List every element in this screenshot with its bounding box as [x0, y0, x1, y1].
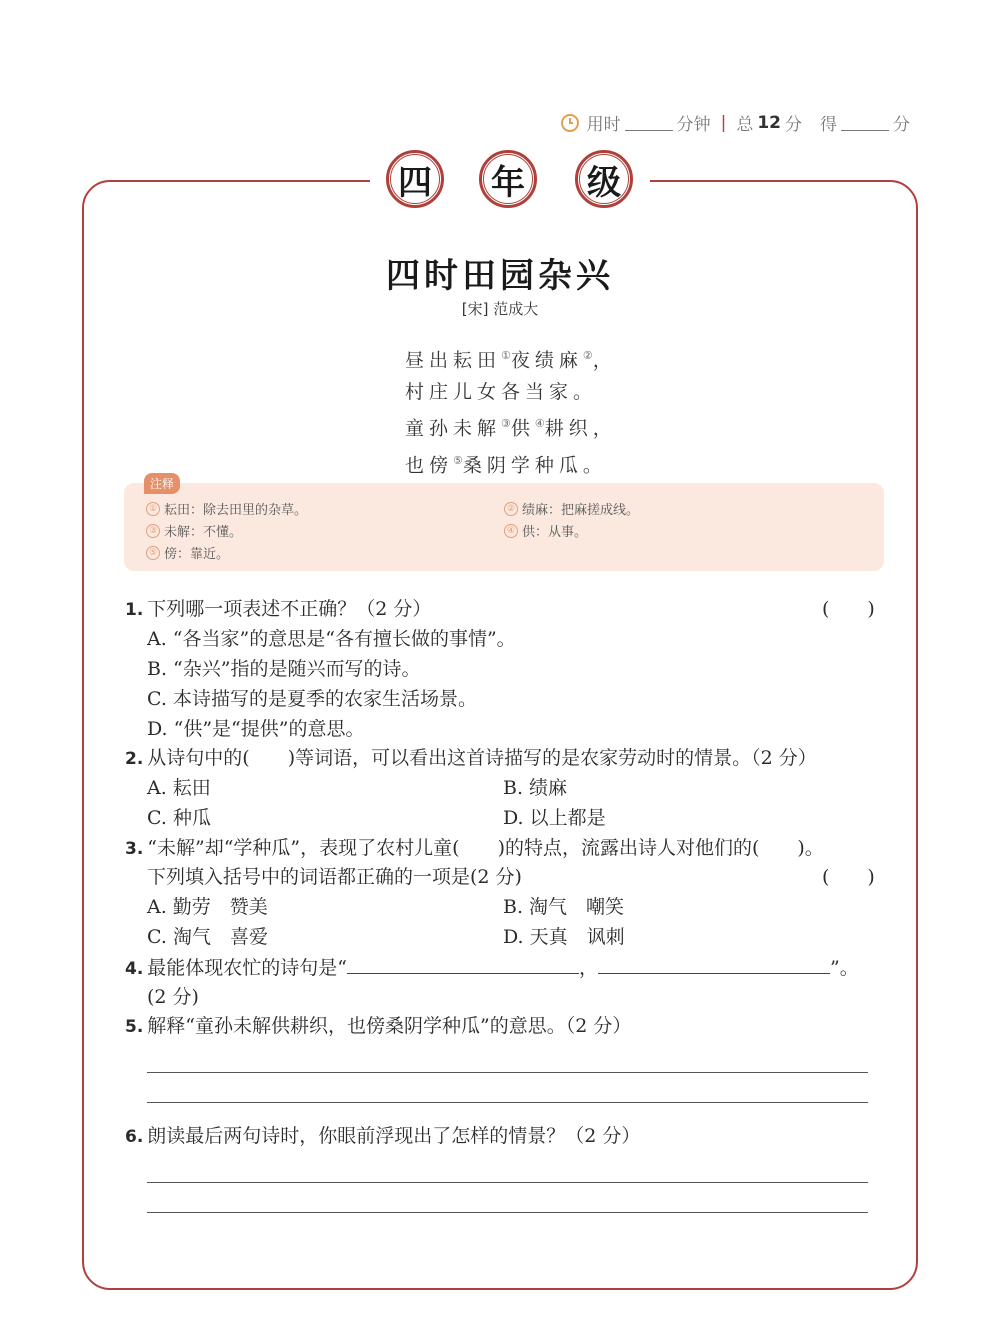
- poem-text: 夜绩麻: [510, 349, 583, 372]
- poem-text: 桑阴学种瓜。: [462, 453, 607, 476]
- question-stem: ，: [579, 957, 599, 979]
- question-5: [125, 1011, 631, 1038]
- question-stem-continued: 下列填入括号中的词语都正确的一项是(2 分): [147, 866, 522, 888]
- option: B. 绩麻: [503, 777, 568, 799]
- poem-title: 四时田园杂兴: [386, 256, 614, 296]
- option: C. 本诗描写的是夏季的农家生活场景。: [147, 688, 477, 710]
- footnote-mark: ⑤: [453, 453, 463, 467]
- poem-text: 耕织，: [544, 417, 617, 440]
- clock-icon: [561, 114, 579, 132]
- grade-char: 四: [390, 154, 440, 204]
- grade-badge-3: [575, 150, 633, 208]
- option: D. 天真 讽刺: [503, 926, 625, 948]
- question-stem: 最能体现农忙的诗句是“: [147, 957, 348, 979]
- note-number: ③: [146, 524, 160, 538]
- question-stem: 下列哪一项表述不正确？（2 分）: [147, 598, 432, 620]
- note-text: 供：从事。: [522, 525, 588, 540]
- option: D. 以上都是: [503, 807, 606, 829]
- notes-tag: 注释: [144, 473, 180, 494]
- question-stem: 从诗句中的( )等词语，可以看出这首诗描写的是农家劳动时的情景。（2 分）: [147, 747, 817, 769]
- answer-paren[interactable]: ( ): [822, 866, 875, 888]
- option: A. 耘田: [147, 777, 211, 799]
- answer-line[interactable]: [147, 1212, 868, 1213]
- option: C. 种瓜: [147, 807, 211, 829]
- grade-char: 级: [579, 154, 629, 204]
- note-item: [504, 521, 587, 540]
- footnote-mark: ②: [582, 349, 593, 362]
- got-unit: 分: [893, 115, 910, 135]
- answer-line[interactable]: [147, 1182, 868, 1183]
- poem-text: 也傍: [405, 453, 454, 476]
- question-1: [125, 594, 431, 621]
- score-unit: 分: [785, 115, 802, 135]
- question-number: 2.: [125, 749, 144, 769]
- question-number: 5.: [125, 1017, 144, 1037]
- poem-author: [宋] 范成大: [461, 300, 539, 318]
- poem-body: [405, 340, 617, 481]
- question-score: (2 分): [147, 986, 199, 1008]
- poem-text: 供: [510, 417, 535, 440]
- notes-box: [124, 477, 884, 571]
- answer-blank[interactable]: [347, 955, 579, 974]
- time-blank[interactable]: [625, 114, 673, 131]
- question-stem: 朗读最后两句诗时，你眼前浮现出了怎样的情景？（2 分）: [147, 1125, 641, 1147]
- total-label: 总: [736, 115, 754, 135]
- answer-line[interactable]: [147, 1072, 868, 1073]
- question-stem: ”。: [830, 957, 859, 979]
- note-text: 绩麻：把麻搓成线。: [522, 503, 640, 518]
- footnote-mark: ④: [534, 417, 545, 431]
- poem-line: [405, 445, 617, 481]
- poem-line: [405, 340, 617, 376]
- grade-char: 年: [483, 154, 533, 204]
- note-item: [146, 543, 229, 562]
- note-number: ④: [504, 524, 518, 538]
- note-item: [504, 499, 639, 518]
- question-6: [125, 1121, 640, 1148]
- option: B. “杂兴”指的是随兴而写的诗。: [147, 658, 421, 680]
- note-text: 耘田：除去田里的杂草。: [164, 503, 308, 518]
- note-text: 傍：靠近。: [164, 547, 230, 562]
- answer-paren[interactable]: ( ): [822, 598, 875, 620]
- poem-text: 昼出耘田: [405, 349, 502, 372]
- answer-line[interactable]: [147, 1102, 868, 1103]
- question-number: 6.: [125, 1127, 144, 1147]
- time-score-bar: [561, 110, 910, 135]
- got-label: 得: [820, 115, 837, 135]
- note-item: [146, 521, 242, 540]
- answer-blank[interactable]: [598, 955, 830, 974]
- note-number: ①: [146, 502, 160, 516]
- poem-text: 童孙未解: [405, 417, 502, 440]
- poem-text: ，: [592, 349, 617, 372]
- divider: |: [720, 112, 727, 133]
- footnote-mark: ①: [501, 349, 511, 362]
- question-3: [125, 833, 824, 860]
- poem-text: 村庄儿女各当家。: [405, 381, 598, 404]
- note-text: 未解：不懂。: [164, 525, 243, 540]
- note-item: [146, 499, 307, 518]
- poem-line: [405, 376, 617, 408]
- total-score: 12: [757, 112, 781, 133]
- minute-label: 分钟: [676, 115, 711, 135]
- question-4: [125, 953, 859, 980]
- option: C. 淘气 喜爱: [147, 926, 268, 948]
- footnote-mark: ③: [501, 417, 511, 431]
- option: B. 淘气 嘲笑: [503, 896, 625, 918]
- question-number: 4.: [125, 959, 144, 979]
- note-number: ⑤: [146, 546, 160, 560]
- score-blank[interactable]: [841, 114, 889, 131]
- question-stem: “未解”却“学种瓜”，表现了农村儿童( )的特点，流露出诗人对他们的( )。: [147, 837, 824, 859]
- question-2: [125, 743, 817, 770]
- question-number: 1.: [125, 600, 144, 620]
- question-stem: 解释“童孙未解供耕织，也傍桑阴学种瓜”的意思。（2 分）: [147, 1015, 632, 1037]
- question-number: 3.: [125, 839, 144, 859]
- grade-badge-2: [479, 150, 537, 208]
- note-number: ②: [504, 502, 518, 516]
- time-label: 用时: [586, 115, 621, 135]
- option: A. 勤劳 赞美: [147, 896, 268, 918]
- option: D. “供”是“提供”的意思。: [147, 718, 365, 740]
- option: A. “各当家”的意思是“各有擅长做的事情”。: [147, 628, 516, 650]
- grade-badge-1: [386, 150, 444, 208]
- poem-line: [405, 408, 617, 444]
